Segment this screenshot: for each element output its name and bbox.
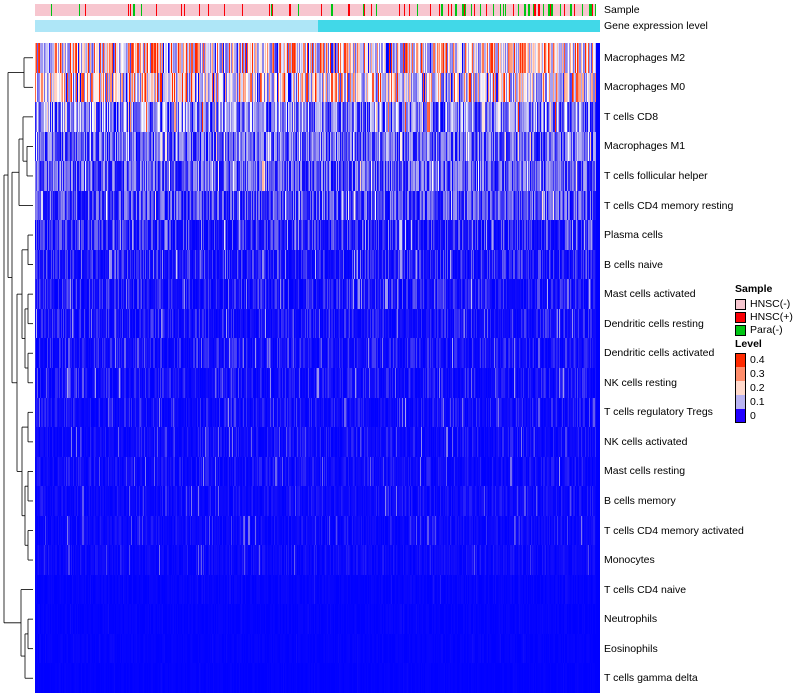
row-label: Monocytes <box>604 554 655 566</box>
row-label: T cells follicular helper <box>604 170 708 182</box>
row-label: T cells CD4 naive <box>604 583 687 596</box>
legend-level <box>735 338 765 423</box>
legend-level-swatch <box>735 353 746 367</box>
row-label: Mast cells resting <box>604 465 686 478</box>
heatmap-row <box>35 545 600 575</box>
row-label: NK cells activated <box>604 435 688 448</box>
legend-sample-item <box>735 298 793 310</box>
row-label: T cells CD8 <box>604 110 659 123</box>
legend-sample-item <box>735 311 793 323</box>
heatmap-row <box>35 368 600 398</box>
heatmap-row <box>35 338 600 368</box>
row-label: T cells CD4 memory activated <box>604 524 744 537</box>
heatmap-row <box>35 604 600 634</box>
legend-level-tick: 0.1 <box>750 396 765 408</box>
heatmap-row <box>35 486 600 516</box>
legend-level-row <box>735 367 765 381</box>
legend-level-swatch <box>735 409 746 423</box>
annotation-label-gene-expression-level: Gene expression level <box>604 20 708 32</box>
row-label: Eosinophils <box>604 642 658 655</box>
row-label: T cells regulatory Tregs <box>604 406 713 419</box>
column-annotation-gene-expression-level <box>35 20 600 32</box>
legend-level-row <box>735 381 765 395</box>
heatmap-row <box>35 250 600 280</box>
heatmap-row <box>35 457 600 487</box>
heatmap-row <box>35 43 600 73</box>
legend-level-row <box>735 409 765 423</box>
row-label: NK cells resting <box>604 376 677 389</box>
heatmap-row <box>35 191 600 221</box>
legend-sample <box>735 283 793 337</box>
row-label: Mast cells activated <box>604 288 696 301</box>
legend-swatch-para-negative <box>735 325 746 336</box>
row-label: Plasma cells <box>604 229 663 241</box>
legend-level-tick: 0.2 <box>750 382 765 394</box>
heatmap-body <box>35 43 600 693</box>
row-label: Macrophages M2 <box>604 51 686 64</box>
heatmap-row <box>35 132 600 162</box>
legend-level-swatch <box>735 395 746 409</box>
heatmap-row <box>35 663 600 693</box>
row-label: Dendritic cells resting <box>604 317 704 330</box>
legend-sample-item <box>735 324 793 336</box>
expr-low-block <box>35 20 318 32</box>
heatmap-row <box>35 279 600 309</box>
expr-high-block <box>318 20 601 32</box>
legend-swatch-hnsc-negative <box>735 299 746 310</box>
legend-label-para-negative: Para(-) <box>750 323 783 336</box>
legend-level-row <box>735 353 765 367</box>
heatmap-row <box>35 634 600 664</box>
row-label: Neutrophils <box>604 613 658 626</box>
row-label: T cells gamma delta <box>604 672 698 685</box>
legend-label-hnsc-positive: HNSC(+) <box>750 310 793 323</box>
row-label: Macrophages M0 <box>604 81 686 94</box>
heatmap-row <box>35 102 600 132</box>
heatmap-row <box>35 427 600 457</box>
legend-level-swatch <box>735 367 746 381</box>
legend-sample-title: Sample <box>735 283 773 295</box>
row-label: Dendritic cells activated <box>604 347 715 360</box>
legend-level-tick: 0.4 <box>750 354 765 366</box>
legend-swatch-hnsc-positive <box>735 312 746 323</box>
row-label: Macrophages M1 <box>604 140 686 153</box>
legend-level-scale <box>735 353 765 423</box>
heatmap-row <box>35 220 600 250</box>
legend-level-swatch <box>735 381 746 395</box>
row-dendrogram <box>2 43 35 693</box>
legend-level-tick: 0 <box>750 410 756 422</box>
heatmap-row <box>35 161 600 191</box>
heatmap-row <box>35 73 600 103</box>
row-label: B cells memory <box>604 495 676 507</box>
legend-level-title: Level <box>735 338 762 350</box>
legend-level-row <box>735 395 765 409</box>
heatmap-row <box>35 309 600 339</box>
row-label: T cells CD4 memory resting <box>604 199 734 212</box>
heatmap-row <box>35 575 600 605</box>
heatmap-row <box>35 516 600 546</box>
legend-label-hnsc-negative: HNSC(-) <box>750 297 791 310</box>
row-label: B cells naive <box>604 258 663 271</box>
annotation-label-sample: Sample <box>604 4 640 16</box>
legend-level-tick: 0.3 <box>750 368 765 380</box>
heatmap-row <box>35 398 600 428</box>
column-annotation-sample <box>35 4 600 16</box>
